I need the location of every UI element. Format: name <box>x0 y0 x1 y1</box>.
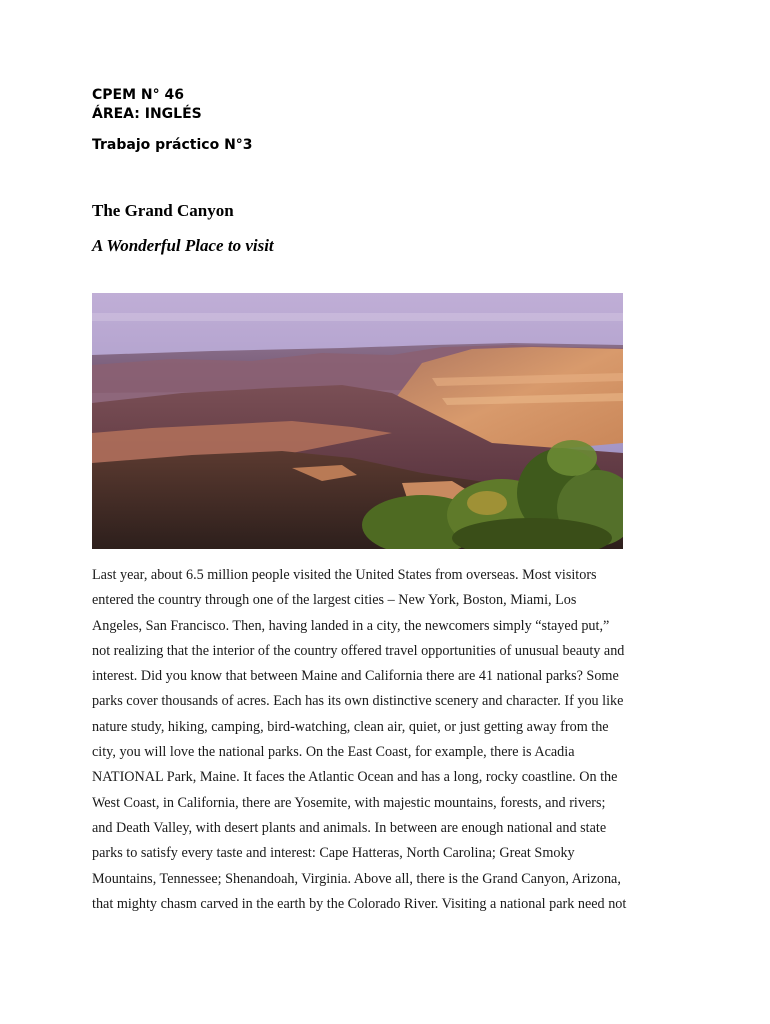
body-line: West Coast, in California, there are Yosemite, with majestic mountains, forests, and rivers; <box>92 794 606 811</box>
document-header <box>92 86 202 124</box>
subject-area: ÁREA: INGLÉS <box>92 106 202 122</box>
body-line: entered the country through one of the largest cities – New York, Boston, Miami, Los <box>92 592 577 609</box>
article-body <box>92 563 692 917</box>
body-line: NATIONAL Park, Maine. It faces the Atlantic Ocean and has a long, rocky coastline. On the <box>92 769 618 786</box>
body-line: and Death Valley, with desert plants and animals. In between are enough national and state <box>92 819 607 836</box>
body-line: parks cover thousands of acres. Each has its own distinctive scenery and character. If you like <box>92 693 624 710</box>
article-subtitle: A Wonderful Place to visit <box>92 236 274 255</box>
body-line: parks to satisfy every taste and interest: Cape Hatteras, North Carolina; Great Smoky <box>92 845 575 862</box>
body-line: that mighty chasm carved in the earth by the Colorado River. Visiting a national park need not <box>92 895 627 912</box>
body-line: city, you will love the national parks. On the East Coast, for example, there is Acadia <box>92 744 575 761</box>
body-line: nature study, hiking, camping, bird-watching, clean air, quiet, or just getting away from the <box>92 718 609 735</box>
article-title: The Grand Canyon <box>92 201 234 220</box>
body-line: Last year, about 6.5 million people visited the United States from overseas. Most visitors <box>92 567 597 583</box>
school-name: CPEM N° 46 <box>92 87 184 103</box>
body-line: Mountains, Tennessee; Shenandoah, Virginia. Above all, there is the Grand Canyon, Arizona, <box>92 870 621 887</box>
body-line: interest. Did you know that between Maine and California there are 41 national parks? Some <box>92 668 619 685</box>
assignment-title: Trabajo práctico N°3 <box>92 137 253 153</box>
grand-canyon-photo <box>92 293 623 549</box>
body-line: Angeles, San Francisco. Then, having landed in a city, the newcomers simply “stayed put,” <box>92 617 610 634</box>
body-line: not realizing that the interior of the country offered travel opportunities of unusual beauty and <box>92 642 625 659</box>
